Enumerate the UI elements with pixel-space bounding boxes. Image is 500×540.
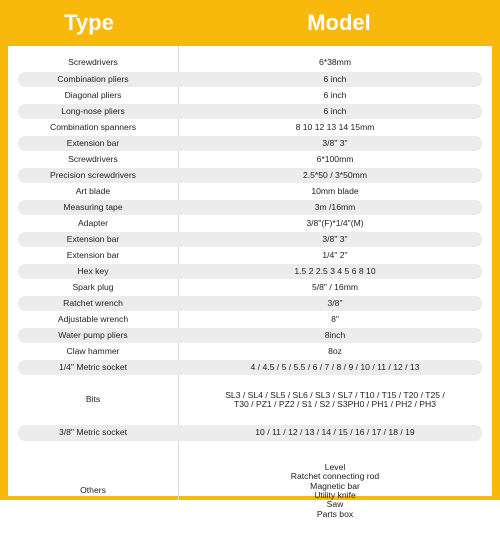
table-row [8, 216, 492, 231]
type-cell: Diagonal pliers [64, 89, 122, 100]
bits-line: SL3 / SL4 / SL5 / SL6 / SL3 / SL7 / T10 / T15 / T20 / T25 / [225, 389, 445, 400]
table-row [8, 327, 492, 344]
model-cell: 10mm blade [311, 185, 359, 196]
table-row [8, 344, 492, 359]
model-cell: 1/4" 2" [322, 249, 348, 260]
model-cell: 8 10 12 13 14 15mm [295, 121, 375, 132]
model-cell: 4 / 4.5 / 5 / 5.5 / 6 / 7 / 8 / 9 / 10 / 11 / 12 / 13 [250, 361, 420, 372]
type-cell: Extension bar [66, 249, 120, 260]
model-cell: 3/8"(F)*1/4"(M) [306, 217, 364, 228]
model-cell: 8oz [328, 345, 342, 356]
type-cell: Extension bar [66, 233, 120, 244]
type-cell: Hex key [77, 265, 109, 276]
model-cell: 8inch [324, 329, 346, 340]
right-border [492, 46, 500, 500]
table-row-others [8, 442, 492, 540]
model-cell [178, 463, 492, 520]
table-row [8, 135, 492, 152]
table-row [8, 167, 492, 184]
type-cell: Art blade [75, 185, 111, 196]
model-cell [178, 391, 492, 410]
type-cell: Ratchet wrench [63, 297, 123, 308]
table-row [8, 54, 492, 71]
spec-table [0, 46, 500, 519]
table-row [8, 280, 492, 295]
model-column-header: Model [307, 10, 371, 35]
table-row [8, 248, 492, 263]
table-row [8, 231, 492, 248]
type-cell: Screwdrivers [68, 56, 118, 67]
type-cell: Water pump pliers [58, 329, 128, 340]
type-cell: Long-nose pliers [61, 105, 125, 116]
model-cell: 6 inch [323, 105, 347, 116]
others-line: Level [324, 461, 346, 472]
type-cell: 1/4" Metric socket [58, 361, 127, 372]
type-cell: Others [80, 485, 106, 496]
model-cell: 6*38mm [319, 56, 351, 67]
type-cell: Extension bar [66, 137, 120, 148]
others-line: Parts box [316, 508, 354, 519]
type-cell: Precision screwdrivers [50, 169, 136, 180]
table-row [8, 71, 492, 88]
table-row [8, 120, 492, 135]
model-cell: 1.5 2 2.5 3 4 5 6 8 10 [294, 265, 376, 276]
others-line: Magnetic bar [310, 480, 360, 491]
model-cell: 6*100mm [316, 153, 354, 164]
type-cell: 3/8" Metric socket [58, 427, 127, 438]
model-cell: 6 inch [323, 73, 347, 84]
type-cell: Adjustable wrench [57, 313, 129, 324]
model-cell: 3/8" 3" [322, 137, 348, 148]
table-row [8, 103, 492, 120]
bits-line: T30 / PZ1 / PZ2 / S1 / S2 / S3PH0 / PH1 / PH2 / PH3 [233, 399, 437, 409]
table-row [8, 424, 492, 442]
model-cell: 5/8" / 16mm [311, 281, 359, 292]
others-line: Utility knife [314, 490, 356, 500]
type-cell: Adapter [77, 217, 109, 228]
type-cell: Combination spanners [50, 121, 136, 132]
model-cell: 8" [331, 313, 339, 324]
left-border [0, 46, 8, 500]
table-header [0, 0, 500, 46]
others-line: Ratchet connecting rod [290, 471, 380, 482]
model-cell: 6 inch [323, 89, 347, 100]
type-column-header: Type [64, 10, 114, 35]
table-row [8, 152, 492, 167]
type-cell: Combination pliers [57, 73, 129, 84]
table-body [8, 54, 492, 540]
type-cell: Claw hammer [66, 345, 120, 356]
type-cell: Spark plug [72, 281, 114, 292]
others-line: Saw [326, 499, 344, 510]
type-cell: Bits [85, 394, 101, 405]
model-cell: 2.5*50 / 3*50mm [302, 169, 367, 180]
model-cell: 3/8" 3" [322, 233, 348, 244]
table-row [8, 184, 492, 199]
table-row-bits [8, 376, 492, 424]
table-row [8, 263, 492, 280]
model-cell: 10 / 11 / 12 / 13 / 14 / 15 / 16 / 17 / 18 / 19 [255, 427, 415, 438]
type-cell: Screwdrivers [68, 153, 118, 164]
table-row [8, 359, 492, 376]
model-cell: 3/8" [327, 297, 343, 308]
type-cell: Measuring tape [63, 201, 123, 212]
model-cell: 3m /16mm [314, 201, 356, 212]
table-row [8, 295, 492, 312]
table-row [8, 88, 492, 103]
table-row [8, 199, 492, 216]
table-row [8, 312, 492, 327]
